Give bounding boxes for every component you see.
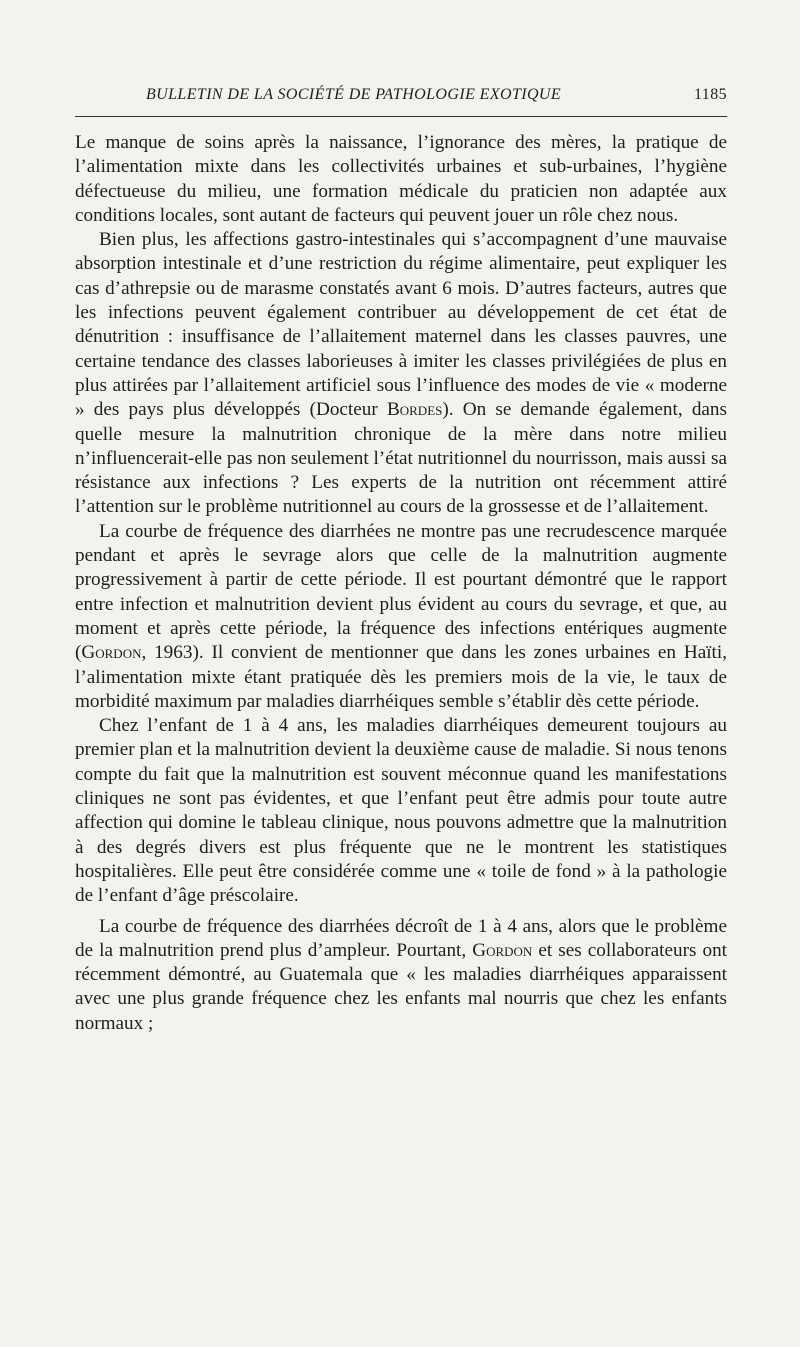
header-rule [75, 116, 727, 117]
paragraph-5 [75, 915, 727, 1036]
paragraph-3-text-a: La courbe de fréquence des diarrhées ne montre pas une recrudescence marquée pendant et après le sevrage alors que celle de la malnutrition augmente progressivement à partir de cette période. Il est pourtant démontré que le rapport entre infection et malnutrition devient plus évident au cours du sevrage, et que, au moment et après cette période, la fréquence des infections entériques augmente ( [75, 520, 727, 664]
body-text [75, 131, 727, 1036]
page-number: 1185 [693, 86, 727, 103]
author-citation: Bordes [386, 399, 443, 421]
paragraph-2-text-b: ). On se demande également, dans quelle mesure la malnutrition chronique de la mère dans notre milieu n’influencerait-elle pas non seulement l’état nutritionnel du nourrisson, mais aussi sa résistance aux infections ? Les experts de la nutrition ont récemment attiré l’attention sur le problème nutritionnel au cours de la grossesse et de l’allaitement. [75, 399, 727, 518]
author-citation: Gordon [81, 642, 142, 664]
paragraph-5-text-a: La courbe de fréquence des diarrhées décroît de 1 à 4 ans, alors que le problème de la malnutrition prend plus d’ampleur. Pourtant, [75, 915, 727, 961]
author-citation: Gordon [472, 939, 533, 961]
paragraph-2-text-a: Bien plus, les affections gastro-intestinales qui s’accompagnent d’une mauvaise absorption intestinale et d’une restriction du régime alimentaire, peut expliquer les cas d’athrepsie ou de marasme constatés avant 6 mois. D’autres facteurs, autres que les infections peuvent également contribuer au développement de cet état de dénutrition : insuffisance de l’allaitement maternel dans les classes pauvres, une certaine tendance des classes laborieuses à imiter les classes privilégiées de plus en plus attirées par l’allaitement artificiel sous l’influence des modes de vie « moderne » des pays plus développés (Docteur [75, 229, 727, 421]
paragraph-1: Le manque de soins après la naissance, l’ignorance des mères, la pratique de l’alimentation mixte dans les collectivités urbaines et sub-urbaines, l’hygiène défectueuse du milieu, une formation médicale du praticien non adaptée aux conditions locales, sont autant de facteurs qui peuvent jouer un rôle chez nous. [75, 132, 727, 226]
running-title: BULLETIN DE LA SOCIÉTÉ DE PATHOLOGIE EXOTIQUE [146, 86, 562, 103]
running-head [75, 86, 727, 104]
paragraph-5-text-b: et ses collaborateurs ont récemment démontré, au Guatemala que « les maladies diarrhéiques apparaissent avec une plus grande fréquence chez les enfants mal nourris que chez les enfants normaux ; [75, 939, 727, 1034]
paragraph-2 [75, 228, 727, 520]
paragraph-3-text-b: , 1963). Il convient de mentionner que dans les zones urbaines en Haïti, l’alimentation mixte étant pratiquée dès les premiers mois de la vie, le taux de morbidité maximum par maladies diarrhéiques semble s’établir dès cette période. [75, 642, 727, 712]
paragraph-3 [75, 520, 727, 714]
paragraph-4: Chez l’enfant de 1 à 4 ans, les maladies diarrhéiques demeurent toujours au premier plan et la malnutrition devient la deuxième cause de maladie. Si nous tenons compte du fait que la malnutrition est souvent méconnue quand les manifestations cliniques ne sont pas évidentes, et que l’enfant peut être admis pour toute autre affection qui domine le tableau clinique, nous pouvons admettre que la malnutrition à des degrés divers est plus fréquente que ne le montrent les statistiques hospitalières. Elle peut être considérée comme une « toile de fond » à la pathologie de l’enfant d’âge préscolaire. [75, 715, 727, 907]
